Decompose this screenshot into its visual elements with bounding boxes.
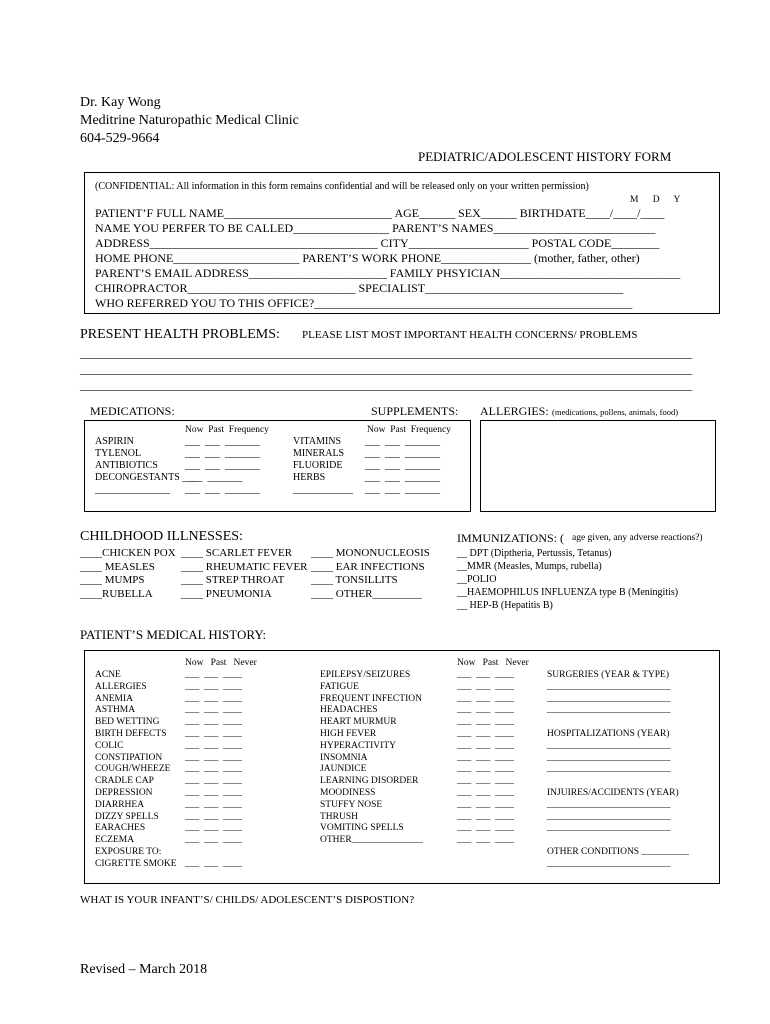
history-mid-column-header: Now Past Never xyxy=(457,658,529,668)
chiropractor-line[interactable]: CHIROPRACTOR____________________________ SPECIALIST_________________________________ xyxy=(95,281,624,295)
medication-blanks[interactable]: ___ ___ _______ ___ ___ _______ ___ ___ _______ ___ _______ ___ ___ _______ xyxy=(185,436,260,495)
clinic-phone: 604-529-9664 xyxy=(80,131,160,146)
supplement-blanks[interactable]: ___ ___ _______ ___ ___ _______ ___ ___ _______ ___ ___ _______ ___ ___ _______ xyxy=(365,436,440,495)
allergies-label: ALLERGIES: xyxy=(480,404,549,418)
phone-line[interactable]: HOME PHONE_____________________ PARENT’S WORK PHONE_______________ (mother, father, other) xyxy=(95,251,640,265)
history-mid-blanks[interactable]: ___ ___ ____ ___ ___ ____ ___ ___ ____ ___ ___ ____ ___ ___ ____ ___ ___ ____ ___ ___ ____ ___ ___ ____ ___ ___ ____ ___ ___ ____ ___ ___ ____ ___ ___ ____ ___ ___ ____ ___ ___ ____ ___ ___ ____ xyxy=(457,670,514,846)
childhood-illness-col-1[interactable]: ____CHICKEN POX ____ MEASLES ____ MUMPS ____RUBELLA xyxy=(80,547,176,600)
supplements-column-header: Now Past Frequency xyxy=(367,425,451,435)
immunizations-heading: IMMUNIZATIONS: ( xyxy=(457,531,564,545)
childhood-illness-col-3[interactable]: ____ MONONUCLEOSIS ____ EAR INFECTIONS ____ TONSILLITS ____ OTHER_________ xyxy=(311,547,430,600)
medical-history-heading: PATIENT’S MEDICAL HISTORY: xyxy=(80,627,267,642)
medications-column-header: Now Past Frequency xyxy=(185,425,269,435)
form-title: PEDIATRIC/ADOLESCENT HISTORY FORM xyxy=(418,149,672,164)
history-right-block[interactable]: SURGERIES (YEAR & TYPE) __________________________ __________________________ __________________________ HOSPITALIZATIONS (YEAR) __________________________ __________________________ __________________________ INJUIRES/ACCIDENTS (YEAR) __________________________ __________________________ __________________________ OTHER CONDITIONS __________ __________________________ xyxy=(547,670,689,869)
health-concern-line-3[interactable]: ______________________________________________________________________________________________________ xyxy=(80,378,692,392)
history-left-blanks[interactable]: ___ ___ ____ ___ ___ ____ ___ ___ ____ ___ ___ ____ ___ ___ ____ ___ ___ ____ ___ ___ ____ ___ ___ ____ ___ ___ ____ ___ ___ ____ ___ ___ ____ ___ ___ ____ ___ ___ ____ ___ ___ ____ ___ ___ ____ ___ ___ ____ xyxy=(185,670,242,869)
date-mdy-label: M D Y xyxy=(630,195,681,205)
allergies-box[interactable] xyxy=(480,420,716,512)
confidential-note: (CONFIDENTIAL: All information in this form remains confidential and will be released only on your written permission) xyxy=(95,181,589,192)
referral-line[interactable]: WHO REFERRED YOU TO THIS OFFICE?_____________________________________________________ xyxy=(95,296,633,310)
present-health-heading: PRESENT HEALTH PROBLEMS: xyxy=(80,327,280,342)
allergies-note: (medications, pollens, animals, food) xyxy=(552,407,679,417)
health-concern-line-2[interactable]: ______________________________________________________________________________________________________ xyxy=(80,362,692,376)
immunizations-note: age given, any adverse reactions?) xyxy=(572,533,703,543)
childhood-illnesses-heading: CHILDHOOD ILLNESSES: xyxy=(80,529,243,544)
medication-names: ASPIRIN TYLENOL ANTIBIOTICS DECONGESTANTS ___ _______________ xyxy=(95,436,198,495)
health-concern-line-1[interactable]: ______________________________________________________________________________________________________ xyxy=(80,346,692,360)
history-left-column-header: Now Past Never xyxy=(185,658,257,668)
medications-label: MEDICATIONS: xyxy=(90,404,175,418)
history-mid-conditions: EPILEPSY/SEIZURES FATIGUE FREQUENT INFECTION HEADACHES HEART MURMUR HIGH FEVER HYPERACTIVITY INSOMNIA JAUNDICE LEARNING DISORDER MOODINESS STUFFY NOSE THRUSH VOMITING SPELLS OTHER_______________ xyxy=(320,670,423,846)
childhood-illness-col-2[interactable]: ____ SCARLET FEVER ____ RHEUMATIC FEVER ____ STREP THROAT ____ PNEUMONIA xyxy=(181,547,308,600)
history-left-conditions: ACNE ALLERGIES ANEMIA ASTHMA BED WETTING BIRTH DEFECTS COLIC CONSTIPATION COUGH/WHEEZE CRADLE CAP DEPRESSION DIARRHEA DIZZY SPELLS EARACHES ECZEMA EXPOSURE TO: CIGRETTE SMOKE xyxy=(95,670,177,869)
revision-footer: Revised – March 2018 xyxy=(80,962,208,977)
disposition-question: WHAT IS YOUR INFANT’S/ CHILDS/ ADOLESCENT’S DISPOSTION? xyxy=(80,894,415,906)
supplements-label: SUPPLEMENTS: xyxy=(371,404,459,418)
present-health-subheading: PLEASE LIST MOST IMPORTANT HEALTH CONCERNS/ PROBLEMS xyxy=(302,329,638,341)
immunization-items[interactable]: __ DPT (Diptheria, Pertussis, Tetanus) __MMR (Measles, Mumps, rubella) __POLIO __HAEMOPHILUS INFLUENZA type B (Meningitis) __ HEP-B (Hepatitis B) xyxy=(457,548,679,611)
patient-name-line[interactable]: PATIENT’F FULL NAME____________________________ AGE______ SEX______ BIRTHDATE____/____/____ xyxy=(95,206,665,220)
supplement-names: VITAMINS MINERALS FLUORIDE HERBS ____________ xyxy=(293,436,353,495)
clinic-name: Meditrine Naturopathic Medical Clinic xyxy=(80,113,299,128)
preferred-name-line[interactable]: NAME YOU PERFER TO BE CALLED________________ PARENT’S NAMES___________________________ xyxy=(95,221,656,235)
address-line[interactable]: ADDRESS______________________________________ CITY____________________ POSTAL CODE________ xyxy=(95,236,660,250)
doctor-name: Dr. Kay Wong xyxy=(80,95,161,110)
email-line[interactable]: PARENT’S EMAIL ADDRESS_______________________ FAMILY PHSYICIAN______________________________ xyxy=(95,266,681,280)
